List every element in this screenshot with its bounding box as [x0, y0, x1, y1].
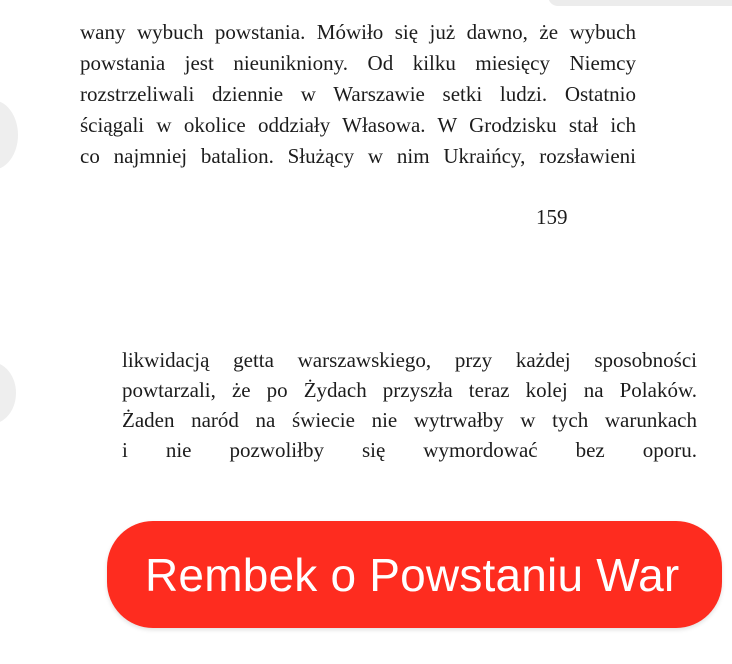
text-line: Żaden naród na świecie nie wytrwałby w tych warunkach	[122, 408, 697, 432]
text-line: ściągali w okolice oddziały Własowa. W Grodzisku stał ich	[80, 113, 636, 137]
page-number: 159	[536, 205, 568, 229]
book-paragraph-bottom	[122, 345, 697, 465]
top-edge-overlay	[548, 0, 732, 6]
page-edge-shadow	[0, 362, 16, 424]
text-line: powtarzali, że po Żydach przyszła teraz kolej na Polaków.	[122, 378, 697, 402]
text-line: rozstrzeliwali dziennie w Warszawie setki ludzi. Ostatnio	[80, 82, 636, 106]
title-banner-label: Rembek o Powstaniu War	[145, 548, 680, 601]
text-line: co najmniej batalion. Służący w nim Ukraińcy, rozsławieni	[80, 144, 636, 168]
title-banner-button[interactable]	[107, 521, 722, 628]
page-edge-shadow	[0, 100, 18, 170]
text-line: i nie pozwoliłby się wymordować bez oporu.	[122, 438, 697, 462]
text-line: likwidacją getta warszawskiego, przy każdej sposobności	[122, 348, 697, 372]
book-paragraph-top	[80, 17, 636, 172]
text-line: powstania jest nieunikniony. Od kilku miesięcy Niemcy	[80, 51, 636, 75]
text-line: wany wybuch powstania. Mówiło się już dawno, że wybuch	[80, 20, 636, 44]
